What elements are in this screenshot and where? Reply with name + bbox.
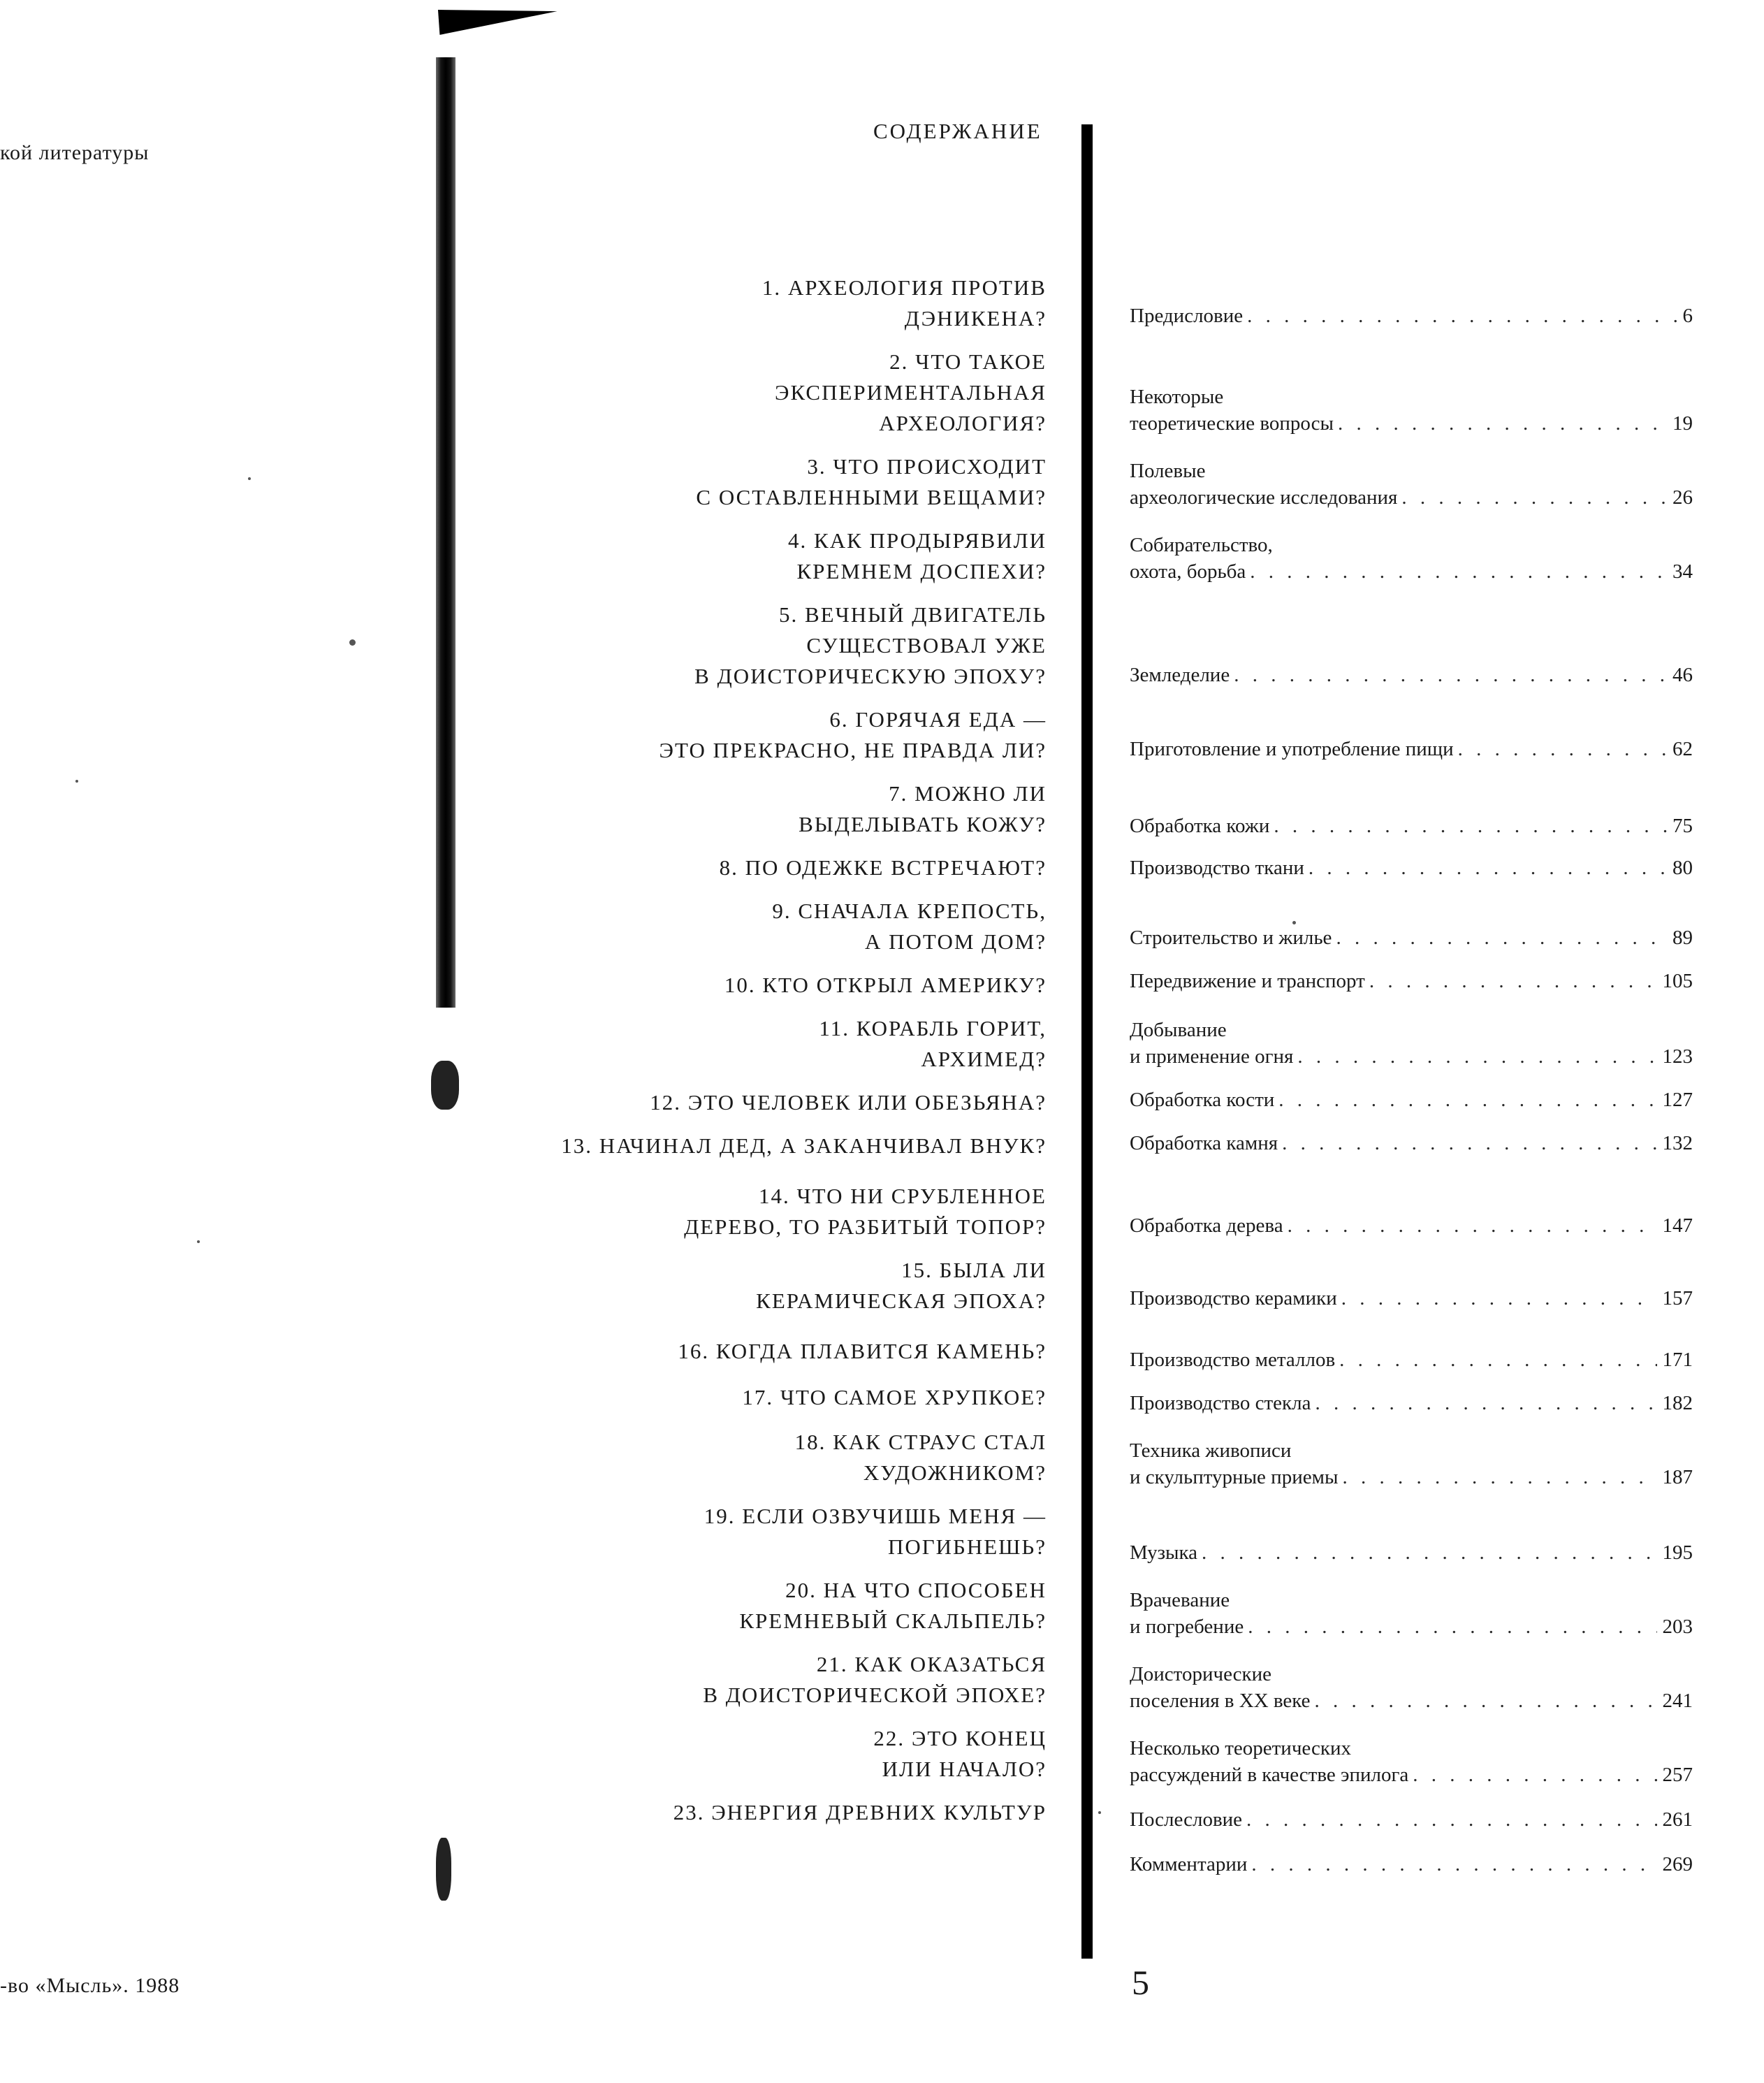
toc-entry-title: Предисловие: [1130, 305, 1244, 327]
question-line: В ДОИСТОРИЧЕСКУЮ ЭПОХУ?: [694, 664, 1047, 688]
toc-entry-first-line: Техника живописи: [1130, 1439, 1292, 1462]
toc-entry-title: Обработка кости: [1130, 1089, 1275, 1111]
toc-entry-title: Приготовление и употребление пищи: [1130, 738, 1454, 760]
question-line: 5. ВЕЧНЫЙ ДВИГАТЕЛЬ: [778, 602, 1047, 627]
question-item: [756, 1255, 1047, 1316]
question-item: [561, 1131, 1047, 1161]
question-line: ДЭНИКЕНА?: [904, 306, 1047, 331]
toc-entry-page: 261: [1662, 1808, 1693, 1831]
dot-leader: [1250, 560, 1667, 583]
toc-entry: [1130, 1808, 1693, 1839]
toc-entry-first-line: Добывание: [1130, 1019, 1227, 1041]
toc-entry-title: Музыка: [1130, 1541, 1198, 1564]
toc-entry: [1130, 1287, 1693, 1318]
toc-entry: [1130, 738, 1693, 769]
question-item: [772, 896, 1047, 957]
question-line: ВЫДЕЛЫВАТЬ КОЖУ?: [799, 812, 1047, 836]
toc-entry-title: Производство металлов: [1130, 1349, 1336, 1371]
question-line: 2. ЧТО ТАКОЕ: [889, 349, 1047, 374]
toc-entry-title: Послесловие: [1130, 1808, 1243, 1831]
dot-leader: [1274, 815, 1667, 838]
question-line: ДЕРЕВО, ТО РАЗБИТЫЙ ТОПОР?: [684, 1214, 1047, 1239]
question-line: 11. КОРАБЛЬ ГОРИТ,: [819, 1016, 1047, 1040]
toc-entry: [1130, 486, 1693, 517]
spine-blot: [431, 1061, 459, 1110]
toc-entry-page: 123: [1662, 1045, 1693, 1068]
toc-entry-first-line: Врачевание: [1130, 1589, 1230, 1611]
question-line: 22. ЭТО КОНЕЦ: [873, 1726, 1047, 1750]
toc-entry: [1130, 927, 1693, 957]
toc-entry: [1130, 815, 1693, 845]
speck: [248, 477, 251, 480]
question-line: 7. МОЖНО ЛИ: [889, 781, 1047, 806]
toc-entry-page: 6: [1682, 305, 1693, 327]
question-line: АРХЕОЛОГИЯ?: [879, 411, 1047, 435]
toc-entry-title: рассуждений в качестве эпилога: [1130, 1764, 1409, 1786]
toc-entry-title: охота, борьба: [1130, 560, 1246, 583]
toc-entry: [1130, 1349, 1693, 1379]
toc-entry-title: теоретические вопросы: [1130, 412, 1334, 435]
question-item: [873, 1723, 1047, 1785]
dot-leader: [1202, 1541, 1656, 1565]
toc-entry: [1130, 1045, 1693, 1076]
question-item: [775, 347, 1047, 439]
question-line: КРЕМНЕМ ДОСПЕХИ?: [796, 559, 1047, 583]
question-line: 4. КАК ПРОДЫРЯВИЛИ: [788, 528, 1047, 553]
toc-entry-page: 75: [1672, 815, 1693, 837]
dot-leader: [1458, 738, 1667, 761]
question-item: [762, 273, 1047, 334]
toc-entry-page: 157: [1662, 1287, 1693, 1309]
toc-entry-title: и скульптурные приемы: [1130, 1466, 1339, 1488]
dot-leader: [1342, 1466, 1656, 1489]
toc-entry-first-line: Доисторические: [1130, 1663, 1272, 1685]
toc-entry: [1130, 970, 1693, 1001]
dot-leader: [1234, 664, 1667, 687]
toc-entry-page: 269: [1662, 1853, 1693, 1875]
left-page-header-fragment: кой литературы: [0, 141, 150, 164]
question-item: [799, 778, 1047, 840]
question-line: 18. КАК СТРАУС СТАЛ: [794, 1430, 1047, 1454]
question-line: А ПОТОМ ДОМ?: [865, 929, 1047, 954]
question-line: ХУДОЖНИКОМ?: [863, 1460, 1047, 1485]
toc-entry: [1130, 1214, 1693, 1245]
question-line: 6. ГОРЯЧАЯ ЕДА —: [829, 707, 1047, 732]
dot-leader: [1288, 1214, 1657, 1238]
question-line: ПОГИБНЕШЬ?: [887, 1534, 1047, 1559]
toc-entry: [1130, 560, 1693, 591]
dot-leader: [1246, 1808, 1656, 1831]
toc-entry-first-line: Некоторые: [1130, 386, 1224, 408]
toc-entry: [1130, 1764, 1693, 1794]
toc-entry: [1130, 305, 1693, 335]
speck: [75, 780, 78, 783]
question-line: 21. КАК ОКАЗАТЬСЯ: [816, 1652, 1047, 1676]
toc-entry-page: 241: [1662, 1690, 1693, 1712]
question-line: КРЕМНЕВЫЙ СКАЛЬПЕЛЬ?: [739, 1609, 1047, 1633]
question-item: [673, 1797, 1047, 1828]
toc-entry: [1130, 857, 1693, 887]
dot-leader: [1338, 412, 1667, 435]
toc-entry-page: 19: [1672, 412, 1693, 435]
toc-entry-title: Строительство и жилье: [1130, 927, 1332, 949]
dot-leader: [1297, 1045, 1656, 1068]
question-line: 16. КОГДА ПЛАВИТСЯ КАМЕНЬ?: [678, 1339, 1047, 1363]
question-line: 19. ЕСЛИ ОЗВУЧИШЬ МЕНЯ —: [704, 1504, 1047, 1528]
toc-entry-title: поселения в XX веке: [1130, 1690, 1311, 1712]
toc-entry-title: археологические исследования: [1130, 486, 1398, 509]
toc-entry-title: Обработка дерева: [1130, 1214, 1283, 1237]
question-line: ЭТО ПРЕКРАСНО, НЕ ПРАВДА ЛИ?: [659, 738, 1047, 762]
question-line: 14. ЧТО НИ СРУБЛЕННОЕ: [758, 1184, 1047, 1208]
dot-leader: [1339, 1349, 1656, 1372]
speck: [349, 639, 356, 646]
dot-leader: [1247, 305, 1677, 328]
question-item: [739, 1575, 1047, 1636]
speck: [1292, 921, 1296, 924]
dot-leader: [1336, 927, 1667, 950]
toc-entry-title: Обработка камня: [1130, 1132, 1278, 1154]
toc-entry-title: и погребение: [1130, 1616, 1244, 1638]
toc-entry: [1130, 1616, 1693, 1646]
toc-entry-page: 34: [1672, 560, 1693, 583]
question-line: СУЩЕСТВОВАЛ УЖЕ: [806, 633, 1047, 658]
question-item: [720, 852, 1047, 883]
question-item: [659, 704, 1047, 766]
question-item: [696, 451, 1047, 513]
question-line: АРХИМЕД?: [921, 1047, 1047, 1071]
toc-entry-page: 132: [1662, 1132, 1693, 1154]
spine-blot: [436, 1838, 451, 1901]
toc-entry-title: Производство стекла: [1130, 1392, 1311, 1414]
toc-entry: [1130, 1132, 1693, 1163]
toc-entry: [1130, 1466, 1693, 1497]
dot-leader: [1251, 1853, 1656, 1876]
toc-entry-first-line: Собирательство,: [1130, 534, 1273, 556]
toc-entry: [1130, 664, 1693, 695]
toc-entry-page: 182: [1662, 1392, 1693, 1414]
question-line: 15. БЫЛА ЛИ: [901, 1258, 1047, 1282]
toc-entry-title: Обработка кожи: [1130, 815, 1270, 837]
question-item: [650, 1087, 1047, 1118]
toc-entry-page: 89: [1672, 927, 1693, 949]
question-line: 10. КТО ОТКРЫЛ АМЕРИКУ?: [724, 973, 1047, 997]
left-page-footer-fragment: -во «Мысль». 1988: [0, 1974, 180, 1997]
toc-entry-first-line: Несколько теоретических: [1130, 1737, 1351, 1759]
toc-entry-page: 46: [1672, 664, 1693, 686]
question-item: [684, 1181, 1047, 1242]
toc-entry: [1130, 1392, 1693, 1423]
dot-leader: [1315, 1690, 1657, 1713]
toc-entry: [1130, 1690, 1693, 1720]
dot-leader: [1248, 1616, 1656, 1639]
dot-leader: [1278, 1089, 1656, 1112]
toc-entry-title: Комментарии: [1130, 1853, 1248, 1875]
toc-entry-page: 195: [1662, 1541, 1693, 1564]
question-item: [788, 525, 1047, 587]
scan-corner-shadow: [438, 1, 558, 35]
dot-leader: [1413, 1764, 1656, 1787]
toc-entry: [1130, 1853, 1693, 1884]
page-number: 5: [1132, 1963, 1149, 2002]
toc-entry-page: 171: [1662, 1349, 1693, 1371]
vertical-rule: [1081, 124, 1093, 1959]
toc-entry-first-line: Полевые: [1130, 460, 1206, 482]
toc-entry-page: 257: [1662, 1764, 1693, 1786]
dot-leader: [1282, 1132, 1656, 1155]
question-line: ЭКСПЕРИМЕНТАЛЬНАЯ: [775, 380, 1047, 405]
question-line: ИЛИ НАЧАЛО?: [882, 1757, 1047, 1781]
toc-entry: [1130, 412, 1693, 443]
question-line: 13. НАЧИНАЛ ДЕД, А ЗАКАНЧИВАЛ ВНУК?: [561, 1133, 1047, 1158]
toc-entry-page: 26: [1672, 486, 1693, 509]
toc-entry-page: 80: [1672, 857, 1693, 879]
toc-entry-page: 127: [1662, 1089, 1693, 1111]
question-line: 1. АРХЕОЛОГИЯ ПРОТИВ: [761, 275, 1047, 300]
dot-leader: [1309, 857, 1667, 880]
toc-entry: [1130, 1089, 1693, 1119]
dot-leader: [1369, 970, 1657, 993]
book-spine-shadow: [436, 57, 455, 1008]
toc-entry-title: Производство ткани: [1130, 857, 1304, 879]
question-item: [724, 970, 1047, 1001]
question-item: [694, 600, 1047, 692]
toc-entry-page: 147: [1662, 1214, 1693, 1237]
speck: [197, 1240, 200, 1243]
dot-leader: [1401, 486, 1667, 509]
question-line: В ДОИСТОРИЧЕСКОЙ ЭПОХЕ?: [703, 1683, 1047, 1707]
speck: [1098, 1811, 1101, 1814]
dot-leader: [1315, 1392, 1656, 1415]
toc-entry-page: 105: [1662, 970, 1693, 992]
toc-entry-title: Передвижение и транспорт: [1130, 970, 1365, 992]
question-line: 3. ЧТО ПРОИСХОДИТ: [807, 454, 1047, 479]
question-line: 17. ЧТО САМОЕ ХРУПКОЕ?: [742, 1385, 1047, 1409]
question-item: [703, 1649, 1047, 1711]
toc-entry-title: и применение огня: [1130, 1045, 1294, 1068]
contents-heading: СОДЕРЖАНИЕ: [873, 119, 1042, 143]
question-item: [678, 1336, 1047, 1367]
question-line: 23. ЭНЕРГИЯ ДРЕВНИХ КУЛЬТУР: [673, 1800, 1047, 1824]
question-item: [742, 1382, 1047, 1413]
question-line: 12. ЭТО ЧЕЛОВЕК ИЛИ ОБЕЗЬЯНА?: [650, 1090, 1047, 1115]
toc-entry-title: Земледелие: [1130, 664, 1230, 686]
toc-entry-page: 203: [1662, 1616, 1693, 1638]
toc-entry: [1130, 1541, 1693, 1572]
question-line: 20. НА ЧТО СПОСОБЕН: [785, 1578, 1047, 1602]
question-item: [704, 1501, 1047, 1562]
toc-entry-page: 187: [1662, 1466, 1693, 1488]
question-line: 8. ПО ОДЕЖКЕ ВСТРЕЧАЮТ?: [719, 855, 1047, 880]
question-line: С ОСТАВЛЕННЫМИ ВЕЩАМИ?: [696, 485, 1047, 509]
toc-entry-page: 62: [1672, 738, 1693, 760]
question-line: КЕРАМИЧЕСКАЯ ЭПОХА?: [756, 1289, 1047, 1313]
dot-leader: [1341, 1287, 1657, 1310]
question-item: [795, 1427, 1047, 1488]
question-item: [819, 1013, 1047, 1075]
question-line: 9. СНАЧАЛА КРЕПОСТЬ,: [772, 899, 1047, 923]
toc-entry-title: Производство керамики: [1130, 1287, 1337, 1309]
